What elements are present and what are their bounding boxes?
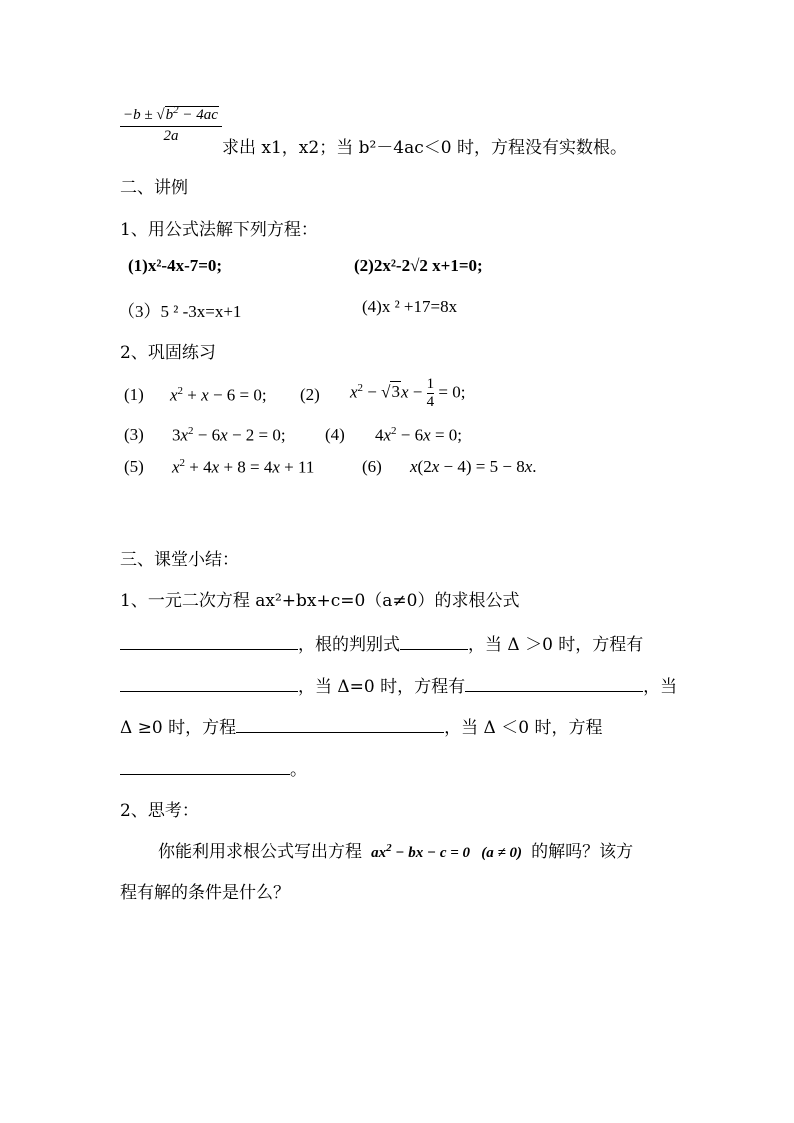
formula-explanation: 求出 x1，x2；当 b²－4ac＜0 时，方程没有实数根。 — [222, 138, 628, 158]
section-3-title: 三、课堂小结： — [120, 550, 239, 570]
blank-two-roots[interactable] — [120, 677, 298, 692]
summary-2-line-1: 你能利用求根公式写出方程 $ax^2$ − bx − c = 0 (a ≠ 0) 的解吗？该方 — [158, 842, 634, 862]
exercise-3-number: (3) — [124, 425, 144, 444]
summary-1-line-2: ，根的判别式 ，当 Δ ＞0 时，方程有 — [120, 630, 643, 655]
blank-root-formula[interactable] — [120, 635, 298, 650]
question-2: 2、巩固练习 — [120, 343, 216, 363]
exercise-4-number: (4) — [325, 425, 345, 444]
blank-discriminant[interactable] — [400, 635, 468, 650]
exercise-3: $3x^2 - 6x - 2 = 0$; — [172, 425, 286, 445]
exercise-1: $x^2 + x - 6 = 0$; — [170, 385, 267, 405]
equation-2: (2)2x²-2√2 x+1=0; — [354, 256, 483, 275]
summary-1-line-3: ，当 Δ=0 时，方程有 ，当 — [120, 672, 677, 697]
exercise-5: $x^2 + 4x + 8 = 4x + 11$ — [172, 457, 315, 477]
root-formula-fraction — [120, 104, 222, 145]
summary-1-line-5: 。 — [120, 755, 307, 780]
blank-no-roots[interactable] — [120, 760, 290, 775]
blank-equal-roots[interactable] — [465, 677, 643, 692]
exercise-2-number: (2) — [300, 385, 320, 404]
question-1: 1、用公式法解下列方程： — [120, 220, 318, 240]
equation-3: （3）5 ² -3x=x+1 — [118, 302, 242, 321]
summary-2-title: 2、思考： — [120, 801, 199, 821]
exercise-2: $x^2 - √3x$ − $\frac{1}{4}$ = 0; — [350, 376, 466, 410]
summary-1-line-4: Δ ≥0 时，方程 ，当 Δ ＜0 时，方程 — [120, 718, 603, 738]
equation-4: (4)x ² +17=8x — [362, 297, 458, 316]
exercise-5-number: (5) — [124, 457, 144, 476]
blank-nonnegative[interactable] — [236, 718, 444, 733]
equation-1: (1)x²-4x-7=0; — [128, 256, 223, 275]
exercise-6: x(2x − 4) = 5 − 8x. — [410, 457, 537, 476]
summary-2-line-2: 程有解的条件是什么？ — [120, 883, 290, 903]
think-formula: $ax^2$ − bx − c = 0 (a ≠ 0) — [367, 842, 526, 861]
exercise-6-number: (6) — [362, 457, 382, 476]
section-2-title: 二、讲例 — [120, 178, 188, 198]
exercise-4: $4x^2 - 6x = 0$; — [375, 425, 462, 445]
fraction-numerator: $-b \pm √b^2 - 4ac$ — [120, 104, 222, 127]
summary-1-line-1: 1、一元二次方程 ax²+bx+c=0（a≠0）的求根公式 — [120, 591, 520, 611]
exercise-1-number: (1) — [124, 385, 144, 404]
fraction-denominator: 2a — [163, 128, 179, 144]
